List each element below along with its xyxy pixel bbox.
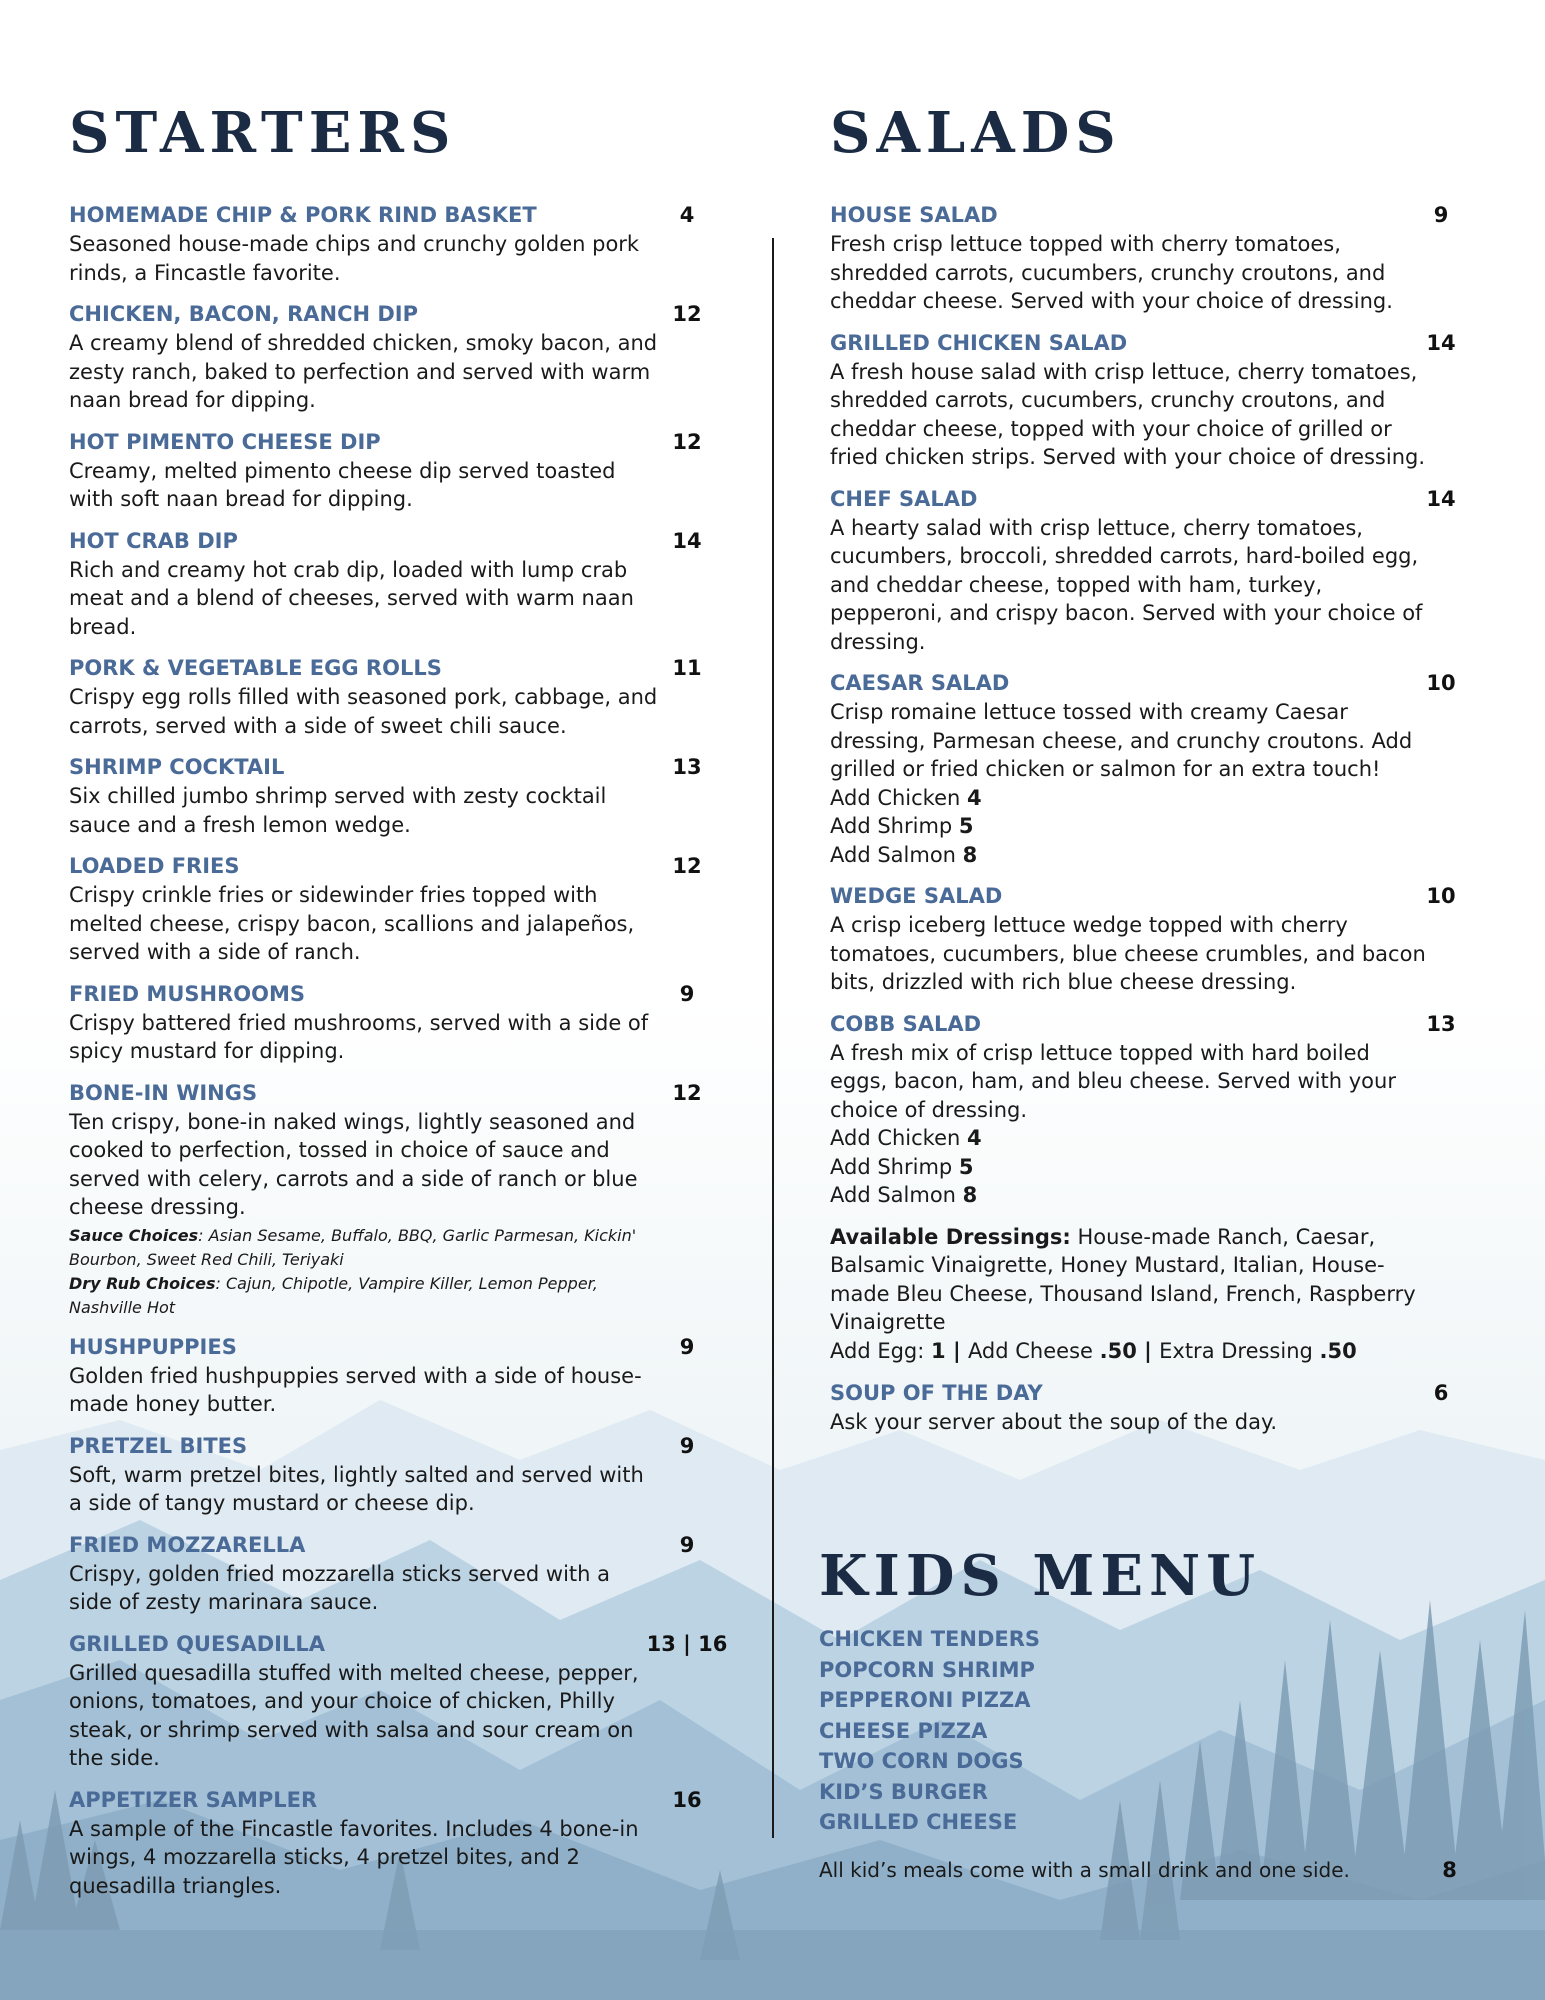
- item-description: Soft, warm pretzel bites, lightly salted and served with a side of tangy mustard or cheese dip.: [69, 1462, 644, 1515]
- kids-item: PEPPERONI PIZZA: [819, 1688, 1031, 1712]
- item-description: Crispy egg rolls filled with seasoned pork, cabbage, and carrots, served with a side of sweet chili sauce.: [69, 685, 658, 738]
- addon-line: [830, 1181, 1480, 1210]
- item-name: SOUP OF THE DAY: [830, 1381, 1043, 1405]
- item-name: HUSHPUPPIES: [69, 1334, 237, 1359]
- item-name: COBB SALAD: [830, 1011, 982, 1036]
- item-price: 14: [672, 528, 702, 553]
- separator: |: [945, 1338, 968, 1363]
- menu-item: [69, 1786, 749, 1901]
- menu-item: [69, 1432, 749, 1518]
- addon-price: 4: [967, 785, 982, 810]
- item-name: HOUSE SALAD: [830, 203, 998, 227]
- item-description: Crispy battered fried mushrooms, served with a side of spicy mustard for dipping.: [69, 1010, 649, 1063]
- item-description: A crisp iceberg lettuce wedge topped with cherry tomatoes, cucumbers, blue cheese crumbles, and bacon bits, drizzled with rich blue cheese dressing.: [830, 913, 1426, 994]
- item-name: HOT CRAB DIP: [69, 528, 238, 553]
- kids-item: POPCORN SHRIMP: [819, 1657, 1035, 1682]
- extra-cheese-label: Add Cheese: [967, 1338, 1100, 1363]
- item-price: 11: [672, 656, 702, 680]
- dry-rub-list: : Cajun, Chipotle, Vampire Killer, Lemon Pepper, Nashville Hot: [69, 1273, 598, 1317]
- item-name: FRIED MUSHROOMS: [69, 981, 305, 1006]
- item-description: Fresh crisp lettuce topped with cherry tomatoes, shredded carrots, cucumbers, crunchy croutons, and cheddar cheese. Served with your choice of dressing.: [830, 232, 1393, 313]
- item-description: Crispy crinkle fries or sidewinder fries topped with melted cheese, crispy bacon, scallions and jalapeños, served with a side of ranch.: [69, 883, 635, 964]
- item-description: Six chilled jumbo shrimp served with zesty cocktail sauce and a fresh lemon wedge.: [69, 784, 607, 837]
- item-price: 14: [1426, 330, 1456, 355]
- menu-item: [69, 428, 749, 514]
- item-description: Golden fried hushpuppies served with a side of house-made honey butter.: [69, 1363, 642, 1416]
- item-description: Crisp romaine lettuce tossed with creamy Caesar dressing, Parmesan cheese, and crunchy croutons. Add grilled or fried chicken or salmon for an extra touch!: [830, 700, 1413, 781]
- dry-rub-label: Dry Rub Choices: [69, 1273, 216, 1293]
- item-price: 12: [672, 1080, 702, 1105]
- column-divider: [772, 238, 774, 1838]
- addon-label: Add Shrimp: [830, 814, 959, 838]
- item-description: Crispy, golden fried mozzarella sticks served with a side of zesty marinara sauce.: [69, 1561, 611, 1614]
- kids-item: GRILLED CHEESE: [819, 1810, 1018, 1834]
- item-price: 12: [672, 854, 702, 878]
- item-price: 9: [679, 1334, 695, 1359]
- menu-item: [830, 1010, 1480, 1210]
- menu-item: [69, 1531, 749, 1617]
- item-name: BONE-IN WINGS: [69, 1080, 258, 1105]
- item-name: HOMEMADE CHIP & PORK RIND BASKET: [69, 203, 537, 227]
- kids-item: CHICKEN TENDERS: [819, 1627, 1041, 1651]
- soup-of-the-day: [830, 1379, 1480, 1437]
- menu-item: [69, 1079, 749, 1320]
- kids-price: 8: [1442, 1857, 1457, 1882]
- salads-heading: SALADS: [830, 100, 1122, 166]
- item-price: 13: [1426, 1011, 1456, 1036]
- addon-price: 5: [958, 814, 974, 838]
- salads-section: [830, 95, 1480, 1450]
- addon-line: [830, 1124, 1480, 1153]
- item-price: 12: [672, 429, 702, 454]
- menu-item: [69, 980, 749, 1066]
- kids-meal-note: [819, 1856, 1480, 1885]
- item-name: CHICKEN, BACON, RANCH DIP: [69, 302, 419, 326]
- menu-item: [69, 753, 749, 839]
- item-price: 9: [679, 1532, 695, 1557]
- item-description: Grilled quesadilla stuffed with melted cheese, pepper, onions, tomatoes, and your choice of chicken, Philly steak, or shrimp served with salsa and sour cream on the side.: [69, 1660, 639, 1770]
- menu-item: [69, 300, 749, 415]
- item-name: APPETIZER SAMPLER: [69, 1787, 318, 1812]
- item-description: A hearty salad with crisp lettuce, cherry tomatoes, cucumbers, broccoli, shredded carrots, hard-boiled egg, and cheddar cheese, topped with ham, turkey, pepperoni, and crispy bacon. Served with your choice of dressing.: [830, 515, 1423, 654]
- addon-price: 8: [962, 1183, 978, 1207]
- item-name: WEDGE SALAD: [830, 884, 1003, 908]
- available-dressings: [830, 1223, 1430, 1337]
- addon-label: Add Chicken: [830, 785, 968, 810]
- item-name: GRILLED QUESADILLA: [69, 1631, 325, 1656]
- item-price: 9: [1433, 203, 1449, 227]
- item-price: 12: [672, 302, 702, 326]
- addon-label: Add Salmon: [830, 842, 963, 867]
- sauce-list: : Asian Sesame, Buffalo, BBQ, Garlic Parmesan, Kickin' Bourbon, Sweet Red Chili, Teriyaki: [69, 1225, 637, 1269]
- addon-line: [830, 812, 1480, 841]
- starters-heading: STARTERS: [69, 100, 457, 166]
- item-price: 9: [679, 1433, 695, 1458]
- extra-dressing-price: .50: [1319, 1338, 1357, 1363]
- item-name: LOADED FRIES: [69, 854, 240, 878]
- item-description: A sample of the Fincastle favorites. Includes 4 bone-in wings, 4 mozzarella sticks, 4 pretzel bites, and 2 quesadilla triangles.: [69, 1816, 639, 1898]
- menu-item: [69, 201, 749, 287]
- item-name: CAESAR SALAD: [830, 671, 1010, 695]
- item-description: A creamy blend of shredded chicken, smoky bacon, and zesty ranch, baked to perfection and served with warm naan bread for dipping.: [69, 331, 658, 412]
- kids-item: KID’S BURGER: [819, 1779, 988, 1804]
- sauce-label: Sauce Choices: [69, 1225, 199, 1245]
- item-price: 16: [672, 1787, 702, 1812]
- menu-item: [69, 1333, 749, 1419]
- item-name: PRETZEL BITES: [69, 1433, 248, 1458]
- menu-item: [830, 201, 1480, 316]
- menu-item: [69, 527, 749, 642]
- extra-dressing-label: Extra Dressing: [1159, 1338, 1320, 1363]
- item-price: 14: [1426, 486, 1456, 511]
- item-price: 10: [1426, 884, 1456, 908]
- menu-item: [830, 882, 1480, 997]
- addon-line: [830, 841, 1480, 870]
- item-description: Seasoned house-made chips and crunchy golden pork rinds, a Fincastle favorite.: [69, 232, 640, 285]
- separator: |: [1136, 1338, 1160, 1363]
- addon-label: Add Shrimp: [830, 1154, 959, 1179]
- menu-item: [69, 852, 749, 967]
- item-name: PORK & VEGETABLE EGG ROLLS: [69, 656, 442, 680]
- extra-egg-price: 1: [931, 1338, 946, 1363]
- kids-note-text: All kid’s meals come with a small drink and one side.: [819, 1857, 1350, 1882]
- item-price: 13: [672, 755, 702, 779]
- item-description: Creamy, melted pimento cheese dip served toasted with soft naan bread for dipping.: [69, 458, 616, 511]
- item-name: CHEF SALAD: [830, 486, 978, 511]
- item-price: 6: [1433, 1381, 1449, 1405]
- addon-price: 4: [967, 1126, 982, 1150]
- extra-egg-label: Add Egg:: [830, 1338, 932, 1363]
- addon-price: 5: [958, 1154, 974, 1179]
- item-description: A fresh mix of crisp lettuce topped with hard boiled eggs, bacon, ham, and bleu cheese. Served with your choice of dressing.: [830, 1040, 1396, 1122]
- menu-item: [830, 329, 1480, 472]
- item-price: 10: [1426, 671, 1456, 695]
- item-description: Rich and creamy hot crab dip, loaded with lump crab meat and a blend of cheeses, served with warm naan bread.: [69, 557, 634, 639]
- addon-label: Add Chicken: [830, 1126, 968, 1150]
- wing-flavor-notes: [69, 1224, 659, 1320]
- item-name: FRIED MOZZARELLA: [69, 1532, 306, 1557]
- addon-line: [830, 784, 1480, 813]
- dressings-list: House-made Ranch, Caesar, Balsamic Vinaigrette, Honey Mustard, Italian, House-made Bleu Cheese, Thousand Island, French, Raspberry Vinaigrette: [830, 1224, 1416, 1334]
- extra-cheese-price: .50: [1099, 1338, 1137, 1363]
- item-description: Ask your server about the soup of the day.: [830, 1410, 1278, 1434]
- kids-item: CHEESE PIZZA: [819, 1718, 988, 1743]
- menu-item: [69, 654, 749, 740]
- kids-item: TWO CORN DOGS: [819, 1749, 1024, 1773]
- extras-line: [830, 1337, 1480, 1366]
- item-name: SHRIMP COCKTAIL: [69, 755, 285, 779]
- item-price: 13 | 16: [646, 1631, 728, 1656]
- item-description: Ten crispy, bone-in naked wings, lightly seasoned and cooked to perfection, tossed in choice of sauce and served with celery, carrots and a side of ranch or blue cheese dressing.: [69, 1109, 638, 1219]
- starters-section: [69, 95, 749, 1913]
- kids-menu-section: [819, 1538, 1480, 1885]
- kids-menu-heading: KIDS MENU: [819, 1543, 1262, 1609]
- menu-item: [69, 1630, 749, 1773]
- item-price: 9: [679, 981, 695, 1006]
- menu-item: [830, 669, 1480, 869]
- addon-price: 8: [962, 842, 978, 867]
- addon-line: [830, 1153, 1480, 1182]
- item-description: A fresh house salad with crisp lettuce, cherry tomatoes, shredded carrots, cucumbers, crunchy croutons, and cheddar cheese, topped with your choice of grilled or fried chicken strips. Served with your choice of dressing.: [830, 359, 1426, 469]
- addon-label: Add Salmon: [830, 1183, 963, 1207]
- item-price: 4: [679, 203, 695, 227]
- menu-item: [830, 485, 1480, 657]
- dressings-label: Available Dressings:: [830, 1224, 1071, 1249]
- item-name: HOT PIMENTO CHEESE DIP: [69, 429, 381, 454]
- item-name: GRILLED CHICKEN SALAD: [830, 330, 1128, 355]
